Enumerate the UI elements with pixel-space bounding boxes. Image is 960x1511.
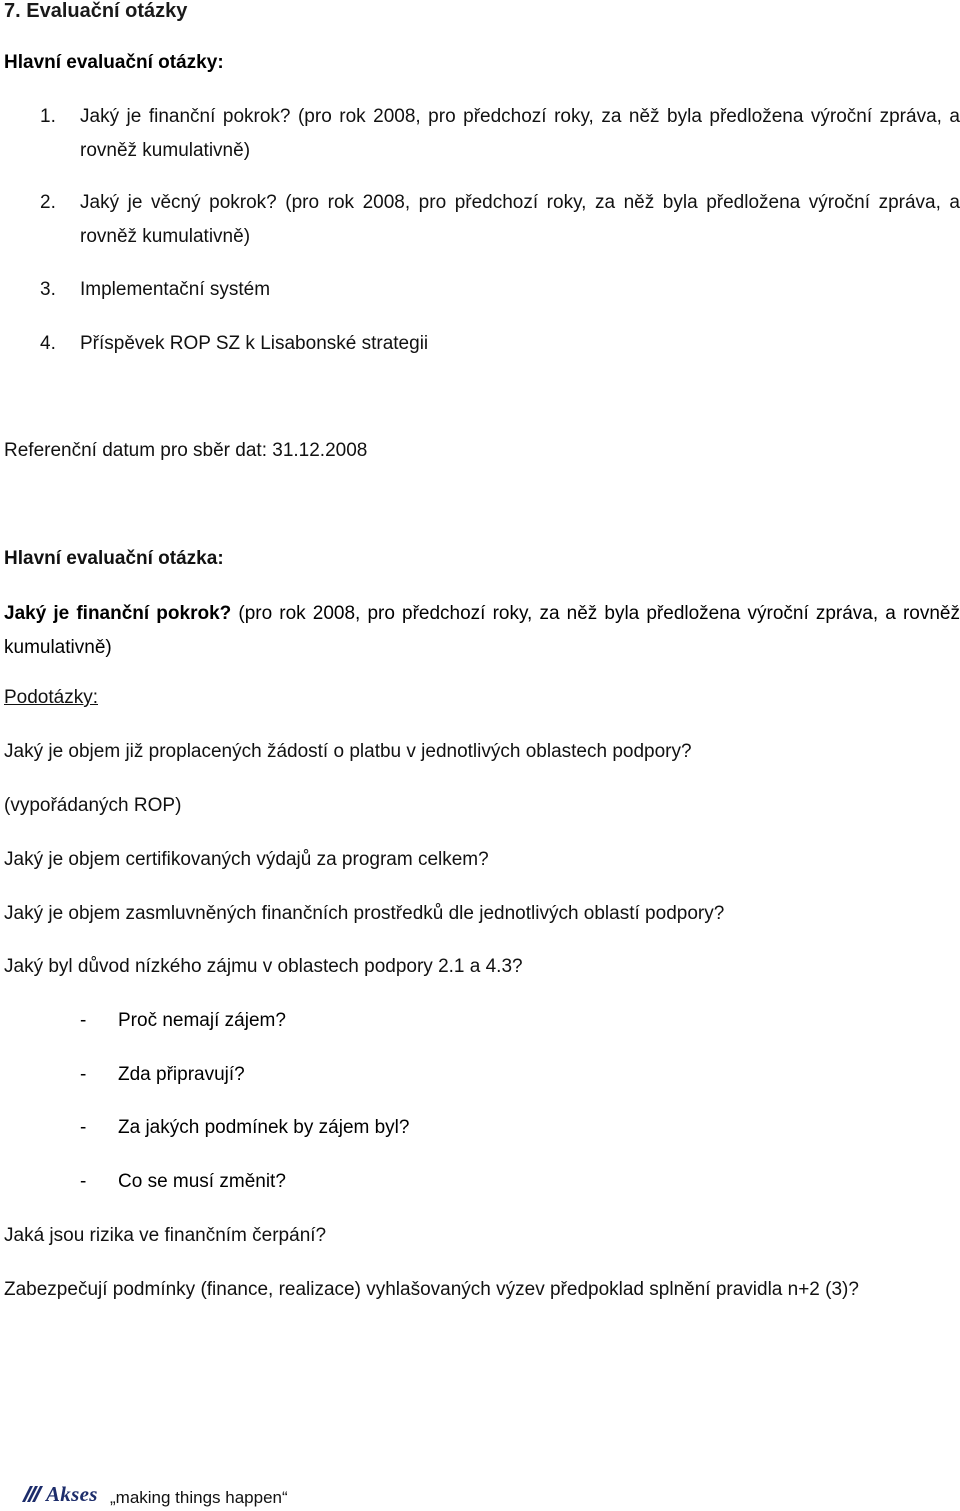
dash-bullet: -: [80, 1010, 87, 1031]
dash-item: [80, 1171, 286, 1193]
dash-item: [80, 1117, 409, 1139]
subquestions-label: Podotázky:: [4, 687, 98, 708]
trailing-question: Jaká jsou rizika ve finančním čerpání?: [4, 1225, 327, 1246]
dash-item: [80, 1064, 245, 1086]
numbered-item-4: [40, 327, 960, 361]
main-questions-heading: Hlavní evaluační otázky:: [4, 52, 224, 73]
dash-item-text: Proč nemají zájem?: [118, 1010, 286, 1031]
dash-item-text: Co se musí změnit?: [118, 1171, 286, 1192]
footer: [22, 1478, 422, 1508]
subquestion: Jaký je objem zasmluvněných finančních prostředků dle jednotlivých oblastí podpory?: [4, 903, 725, 924]
dash-item: [80, 1010, 286, 1032]
main-question-rest: (pro rok 2008, pro předchozí roky, za něž byla předložena výroční zpráva, a rovněž kumulativně): [4, 603, 960, 658]
main-question: [4, 597, 960, 665]
trailing-question: Zabezpečují podmínky (finance, realizace) vyhlašovaných výzev předpoklad splnění pravidla n+2 (3)?: [4, 1279, 859, 1300]
section-heading: 7. Evaluační otázky: [4, 0, 188, 22]
dash-bullet: -: [80, 1117, 87, 1138]
dash-bullet: -: [80, 1064, 87, 1085]
subquestion: Jaký je objem certifikovaných výdajů za program celkem?: [4, 849, 489, 870]
main-question-heading: Hlavní evaluační otázka:: [4, 548, 224, 569]
item-number: 2.: [40, 192, 56, 213]
dash-item-text: Zda připravují?: [118, 1064, 245, 1085]
numbered-item-2: [40, 186, 960, 254]
item-text: Jaký je věcný pokrok? (pro rok 2008, pro předchozí roky, za něž byla předložena výroční zpráva, a rovněž kumulativně): [80, 192, 960, 247]
numbered-item-1: [40, 100, 960, 168]
item-number: 3.: [40, 279, 56, 300]
numbered-item-3: [40, 273, 960, 307]
akses-logo: [22, 1482, 112, 1506]
subquestion: (vypořádaných ROP): [4, 795, 182, 816]
item-number: 4.: [40, 333, 56, 354]
subquestion: Jaký je objem již proplacených žádostí o platbu v jednotlivých oblastech podpory?: [4, 741, 692, 762]
subquestion: Jaký byl důvod nízkého zájmu v oblastech podpory 2.1 a 4.3?: [4, 956, 523, 977]
main-question-bold: Jaký je finanční pokrok?: [4, 603, 232, 624]
dash-bullet: -: [80, 1171, 87, 1192]
reference-date: Referenční datum pro sběr dat: 31.12.2008: [4, 440, 368, 461]
item-number: 1.: [40, 106, 56, 127]
slogan: „making things happen“: [110, 1488, 288, 1507]
dash-item-text: Za jakých podmínek by zájem byl?: [118, 1117, 410, 1138]
item-text: Příspěvek ROP SZ k Lisabonské strategii: [80, 333, 429, 354]
item-text: Implementační systém: [80, 279, 271, 300]
logo-stripes-icon: [22, 1482, 48, 1504]
logo-text: Akses: [46, 1482, 98, 1506]
item-text: Jaký je finanční pokrok? (pro rok 2008, pro předchozí roky, za něž byla předložena výroční zpráva, a rovněž kumulativně): [80, 106, 960, 161]
